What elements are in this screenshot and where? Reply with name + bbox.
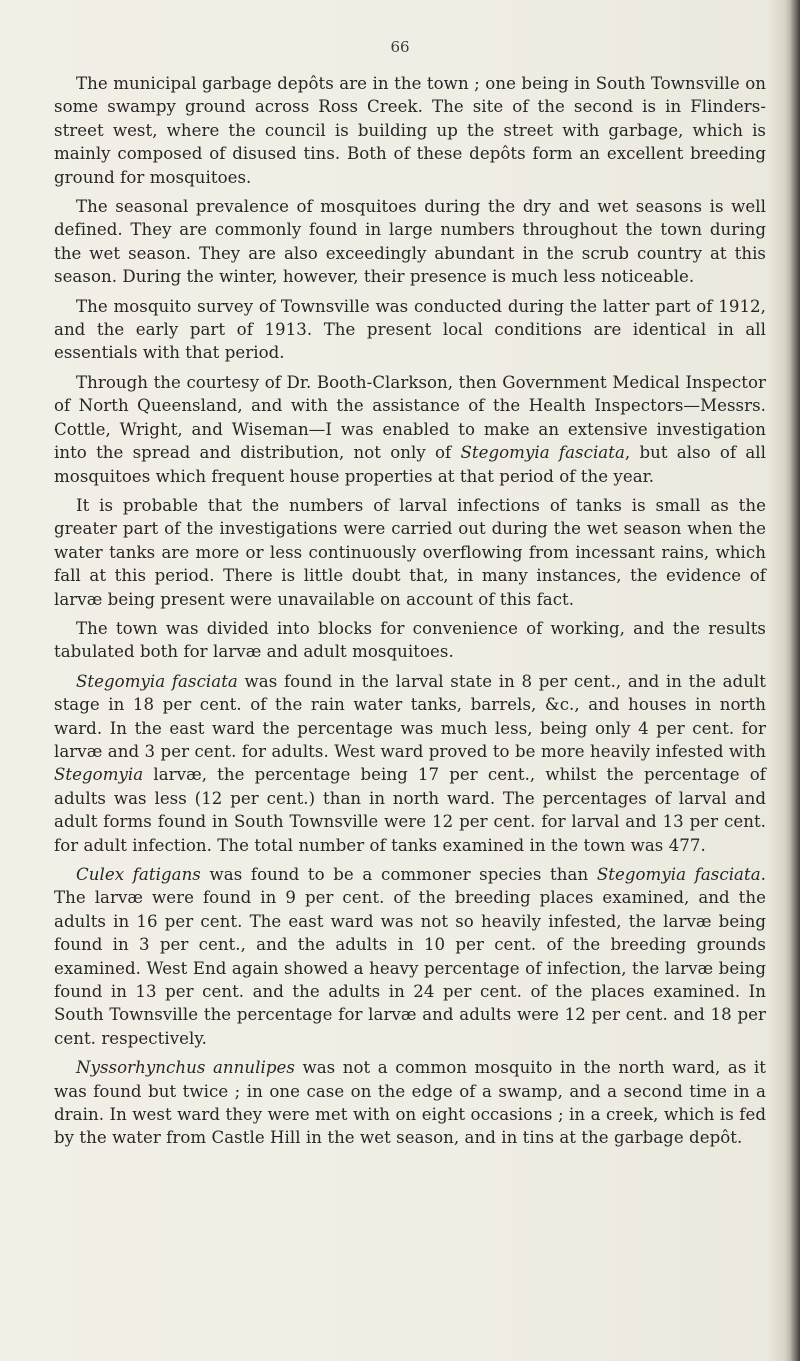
page-number: 66 xyxy=(390,38,410,56)
species-name: Stegomyia fasciata xyxy=(596,865,761,884)
document-body xyxy=(54,72,766,1150)
paragraph-town-blocks: The town was divided into blocks for convenience of working, and the results tabulated both for larvæ and adult mosquitoes. xyxy=(54,618,766,662)
paragraph-stegomyia: Stegomyia fasciata was found in the larval state in 8 per cent., and in the adult stage in 18 per cent. of the rain water tanks, barrels, &c., and houses in north ward. In the east ward the percentage was much less, being only 4 per cent. for larvæ and 3 per cent. for adults. West ward proved to be more heavily infested with Stegomyia larvæ, the percentage being 17 per cent., whilst the percentage of adults was less (12 per cent.) than in north ward. The percentages of larval and adult forms found in South Townsville were 12 per cent. for larval and 13 per cent. for adult infection. The total number of tanks examined in the town was 477. xyxy=(54,671,767,855)
species-name: Stegomyia fasciata xyxy=(76,671,238,691)
paragraph-culex: Culex fatigans was found to be a commoner species than Stegomyia fasciata. The larvæ were found in 9 per cent. of the breeding places examined, and the adults in 16 per cent. The east ward was not so heavily infested, the larvæ being found in 3 per cent., and the adults in 10 per cent. of the breeding grounds examined. West End again showed a heavy percentage of infection, the larvæ being found in 13 per cent. and the adults in 24 per cent. of the places examined. In South Townsville the percentage for larvæ and adults were 12 per cent. and 18 per cent. respectively. xyxy=(54,865,766,1048)
page-edge-shadow xyxy=(790,0,800,1361)
paragraph-nyssorhynchus: Nyssorhynchus annulipes was not a common mosquito in the north ward, as it was found but twice ; in one case on the edge of a swamp, and a second time in a drain. In west ward they were met with on eight occasions ; in a creek, which is fed by the water from Castle Hill in the wet season, and in tins at the garbage depôt. xyxy=(54,1058,766,1148)
paragraph-seasonal-prevalence: The seasonal prevalence of mosquitoes during the dry and wet seasons is well defined. They are commonly found in large numbers throughout the town during the wet season. They are also exceedingly abundant in the scrub country at this season. During the winter, however, their presence is much less noticeable. xyxy=(54,197,766,287)
paragraph-garbage-depots: The municipal garbage depôts are in the town ; one being in South Townsville on some swampy ground across Ross Creek. The site of the second is in Flinders-street west, where the council is building up the street with garbage, which is mainly composed of disused tins. Both of these depôts form an excellent breeding ground for mosquitoes. xyxy=(54,74,766,187)
species-name: Stegomyia xyxy=(54,765,144,785)
species-name: Stegomyia fasciata xyxy=(460,443,625,463)
species-name: Nyssorhynchus annulipes xyxy=(76,1058,295,1078)
paragraph-acknowledgements: Through the courtesy of Dr. Booth-Clarkson, then Government Medical Inspector of North Queensland, and with the assistance of the Health Inspectors—Messrs. Cottle, Wright, and Wiseman—I was enabled to make an extensive investigation into the spread and distribution, not only of Stegomyia fasciata, but also of all mosquitoes which frequent house properties at that period of the year. xyxy=(54,372,767,486)
paragraph-larval-infections: It is probable that the numbers of larval infections of tanks is small as the greater part of the investigations were carried out during the wet season when the water tanks are more or less continuously overflowing from incessant rains, which fall at this period. There is little doubt that, in many instances, the evidence of larvæ being present were unavailable on account of this fact. xyxy=(54,495,766,609)
paragraph-survey-period: The mosquito survey of Townsville was conducted during the latter part of 1912, and the early part of 1913. The present local conditions are identical in all essentials with that period. xyxy=(54,296,766,363)
species-name: Culex fatigans xyxy=(76,865,201,884)
